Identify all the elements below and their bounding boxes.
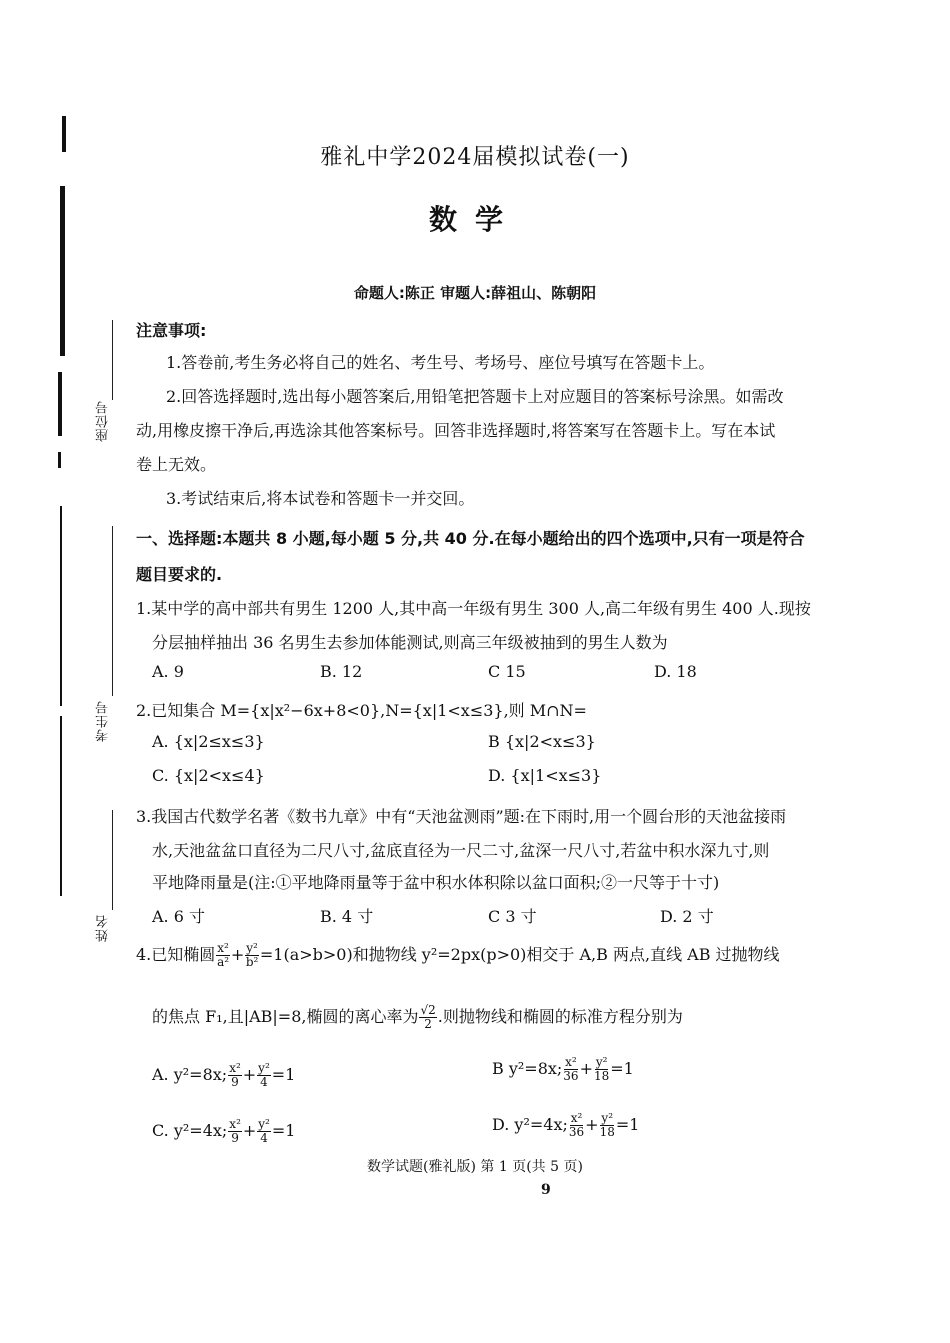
question-2-stem: 2.已知集合 M={x|x²−6x+8<0},N={x|1<x≤3},则 M∩N= [136, 701, 587, 720]
question-3-stem: 3.我国古代数学名著《数书九章》中有“天池盆测雨”题:在下雨时,用一个圆台形的天池盆接雨 [136, 807, 787, 826]
q3-option-c[interactable]: C 3 寸 [488, 907, 537, 926]
question-1-stem: 1.某中学的高中部共有男生 1200 人,其中高一年级有男生 300 人,高二年级有男生 400 人.现按 [136, 599, 811, 618]
q3-option-b[interactable]: B. 4 寸 [320, 907, 374, 926]
q4-option-d[interactable]: D. y²=4x; $\frac{\text{x²}}{36}$ + $\frac{\text{y²}}{18}$ =1 [492, 1111, 640, 1139]
q4-option-c[interactable]: C. y²=4x; $\frac{\text{x²}}{9}$ + $\frac{\text{y²}}{4}$ =1 [152, 1117, 296, 1145]
fraction-x2-a2: $\frac{\text{x²}}{\text{a²}}$ [217, 941, 230, 969]
subject-title: 数学 [428, 203, 521, 236]
question-4-stem [152, 1004, 683, 1031]
q2-option-b[interactable]: B {x|2<x≤3} [488, 732, 596, 751]
notice-line: 2.回答选择题时,选出每小题答案后,用铅笔把答题卡上对应题目的答案标号涂黑。如需改 [166, 387, 784, 406]
authors-line: 命题人:陈正 审题人:薛祖山、陈朝阳 [353, 284, 597, 302]
notice-line: 卷上无效。 [136, 455, 217, 474]
question-1-stem: 分层抽样抽出 36 名男生去参加体能测试,则高三年级被抽到的男生人数为 [152, 633, 668, 652]
binding-mark [60, 506, 62, 706]
notice-heading: 注意事项: [136, 321, 207, 340]
q4-text: 的焦点 F₁,且|AB|=8,椭圆的离心率为 [152, 1007, 419, 1026]
q1-option-b[interactable]: B. 12 [320, 662, 363, 681]
exam-title: 雅礼中学2024届模拟试卷(一) [320, 145, 630, 170]
q4-option-b[interactable]: B y²=8x; $\frac{\text{x²}}{36}$ + $\frac{\text{y²}}{18}$ =1 [492, 1055, 634, 1083]
page-footer: 数学试题(雅礼版) 第 1 页(共 5 页) [367, 1159, 583, 1175]
q1-option-d[interactable]: D. 18 [654, 662, 697, 681]
q1-option-a[interactable]: A. 9 [152, 662, 184, 681]
notice-line: 动,用橡皮擦干净后,再选涂其他答案标号。回答非选择题时,将答案写在答题卡上。写在本试 [136, 421, 776, 440]
binding-mark [58, 452, 61, 468]
q4-option-a[interactable]: A. y²=8x; $\frac{\text{x²}}{9}$ + $\frac{\text{y²}}{4}$ =1 [152, 1061, 296, 1089]
question-4-stem: 4.已知椭圆 $\frac{\text{x²}}{\text{a²}}$ + $\frac{\text{y²}}{\text{b²}}$ =1(a>b>0)和抛物线 y²=2px(p>0)相交于 A,B 两点,直线 AB 过抛物线 [136, 941, 780, 969]
q4-text: =1(a>b>0)和抛物线 y²=2px(p>0)相交于 A,B 两点,直线 AB 过抛物线 [259, 945, 780, 964]
q3-option-a[interactable]: A. 6 寸 [152, 907, 205, 926]
fraction-y2-b2: $\frac{\text{y²}}{\text{b²}}$ [245, 941, 259, 969]
footer-mark: 9 [541, 1182, 551, 1198]
name-line [112, 810, 113, 910]
q4-text: .则抛物线和椭圆的标准方程分别为 [437, 1007, 683, 1026]
name-label: 姓名 [96, 914, 111, 942]
q4-text: 4.已知椭圆 [136, 945, 216, 964]
q2-option-a[interactable]: A. {x|2≤x≤3} [152, 732, 265, 751]
seat-number-line [112, 320, 113, 400]
student-id-line [112, 526, 113, 696]
notice-line: 3.考试结束后,将本试卷和答题卡一并交回。 [166, 489, 475, 508]
section-heading: 题目要求的. [136, 565, 223, 584]
q3-option-d[interactable]: D. 2 寸 [660, 907, 714, 926]
student-id-label: 考生号 [96, 700, 111, 742]
question-3-stem: 水,天池盆盆口直径为二尺八寸,盆底直径为一尺二寸,盆深一尺八寸,若盆中积水深九寸,则 [152, 841, 770, 860]
seat-number-label: 座位号 [96, 400, 111, 442]
binding-mark [58, 372, 62, 436]
q2-option-c[interactable]: C. {x|2<x≤4} [152, 766, 265, 785]
notice-line: 1.答卷前,考生务必将自己的姓名、考生号、考场号、座位号填写在答题卡上。 [166, 353, 715, 372]
fraction-sqrt2-2: $\frac{√2}{2}$ [420, 1003, 436, 1031]
q1-option-c[interactable]: C 15 [488, 662, 526, 681]
q2-option-d[interactable]: D. {x|1<x≤3} [488, 766, 602, 785]
binding-mark [60, 716, 62, 896]
question-3-stem: 平地降雨量是(注:①平地降雨量等于盆中积水体积除以盆口面积;②一尺等于十寸) [152, 873, 720, 892]
section-heading: 一、选择题:本题共 8 小题,每小题 5 分,共 40 分.在每小题给出的四个选项中,只有一项是符合 [136, 529, 805, 548]
